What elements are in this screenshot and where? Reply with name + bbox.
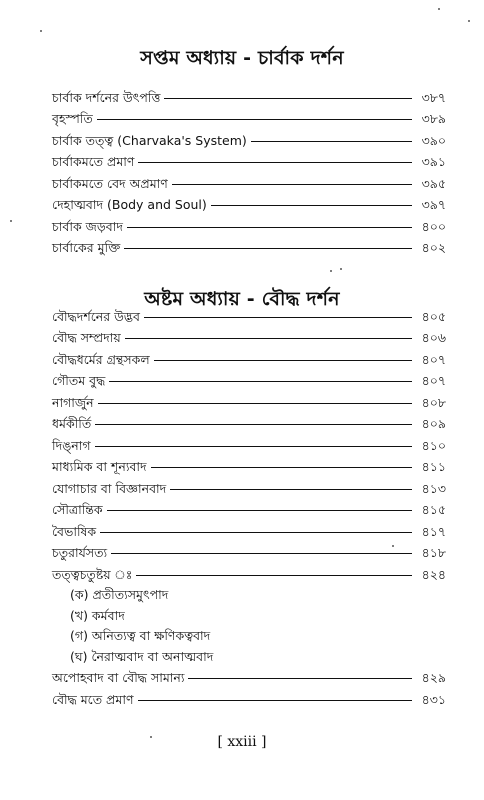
toc-entry[interactable]: [52, 388, 446, 410]
dot-leader: [109, 381, 412, 382]
toc-entry-page: ৪১৫: [421, 502, 446, 517]
toc-entry[interactable]: [52, 105, 446, 127]
chapter-8-toc: [52, 302, 446, 707]
dot-leader: [151, 467, 412, 468]
dot-leader: [95, 446, 412, 447]
dot-leader: [164, 98, 412, 99]
dot-leader: [95, 424, 412, 425]
toc-entry-title: চার্বাক তত্ত্ব (Charvaka's System): [52, 132, 247, 148]
toc-entry[interactable]: [52, 453, 446, 475]
toc-entry[interactable]: [52, 345, 446, 367]
dot-leader: [138, 162, 412, 163]
dot-leader: [111, 553, 412, 554]
toc-entry[interactable]: [52, 126, 446, 148]
toc-entry-title: বৌদ্ধ মতে প্রমাণ: [52, 691, 134, 707]
scan-speck: [392, 545, 394, 547]
toc-entry-title: বৌদ্ধ সম্প্রদায়: [52, 330, 121, 345]
scan-speck: [10, 220, 12, 222]
toc-entry-page: ৪০৮: [421, 394, 446, 410]
toc-entry-page: ৪১৩: [421, 480, 446, 496]
toc-entry[interactable]: [52, 302, 446, 324]
toc-entry[interactable]: [52, 191, 446, 213]
toc-entry-page: ৪৩১: [421, 691, 446, 707]
scan-speck: [438, 8, 440, 10]
chapter-7-heading: সপ্তম অধ্যায় - চার্বাক দর্শন: [140, 47, 344, 69]
dot-leader: [127, 227, 412, 228]
toc-entry-page: ৪১৮: [421, 545, 446, 560]
toc-entry-title: বৌদ্ধধর্মের গ্রন্থসকল: [52, 351, 150, 367]
toc-entry-page: ৪০৬: [421, 330, 446, 345]
toc-entry-title: চতুরার্যসত্য: [52, 545, 108, 560]
dot-leader: [97, 119, 412, 120]
dot-leader: [98, 403, 412, 404]
toc-entry-title: দিঙ্‌নাগ: [52, 437, 91, 453]
chapter-8-heading: অষ্টম অধ্যায় - বৌদ্ধ দর্শন: [144, 288, 340, 310]
toc-entry-title: চার্বাকমতে প্রমাণ: [52, 154, 135, 169]
toc-entry[interactable]: [52, 539, 446, 561]
toc-entry-title: যোগাচার বা বিজ্ঞানবাদ: [52, 480, 167, 496]
toc-entry-page: ৪০৭: [421, 373, 446, 388]
toc-entry-page: ৪০৫: [421, 308, 446, 324]
toc-entry-page: ৪০০: [421, 218, 446, 234]
scan-speck: [340, 268, 342, 270]
dot-leader: [172, 184, 412, 185]
toc-entry-title: অপোহবাদ বা বৌদ্ধ সামান্য: [52, 670, 185, 685]
chapter-7-toc: [52, 83, 446, 255]
toc-entry[interactable]: [52, 431, 446, 453]
scan-speck: [150, 736, 152, 738]
toc-entry-page: ৩৮৭: [421, 89, 446, 105]
toc-entry-page: ৪১১: [421, 459, 446, 474]
dot-leader: [188, 678, 412, 679]
toc-subentry[interactable]: (গ) অনিত্যত্ব বা ক্ষণিকত্ববাদ: [70, 628, 211, 643]
toc-entry[interactable]: [52, 234, 446, 256]
toc-entry-page: ৩৮৯: [421, 111, 446, 126]
dot-leader: [154, 360, 412, 361]
page-number-footer: [ xxiii ]: [217, 734, 267, 750]
toc-entry-page: ৪০৭: [421, 351, 446, 367]
toc-subentry[interactable]: (ঘ) নৈরাত্মবাদ বা অনাত্মবাদ: [70, 648, 214, 664]
toc-entry-page: ৩৯০: [421, 132, 446, 148]
toc-entry-title: মাধ্যমিক বা শূন্যবাদ: [52, 459, 147, 474]
toc-entry-page: ৩৯৭: [421, 197, 446, 212]
toc-entry[interactable]: [52, 367, 446, 389]
toc-entry[interactable]: [52, 685, 446, 707]
toc-entry-title: নাগার্জুন: [52, 394, 94, 410]
dot-leader: [144, 317, 412, 318]
toc-entry-title: দেহাত্মবাদ (Body and Soul): [52, 197, 207, 212]
toc-entry-title: চার্বাকের মুক্তি: [52, 240, 121, 255]
toc-entry-page: ৪১৭: [421, 523, 446, 539]
toc-entry-title: বৃহস্পতি: [52, 111, 93, 126]
toc-entry[interactable]: [52, 212, 446, 234]
toc-entry-title: তত্ত্বচতুষ্টয় ঃ: [52, 566, 133, 582]
toc-entry-page: ৩৯১: [421, 154, 446, 169]
dot-leader: [170, 489, 412, 490]
toc-subentry[interactable]: (খ) কর্মবাদ: [70, 607, 125, 623]
dot-leader: [100, 532, 412, 533]
dot-leader: [138, 700, 412, 701]
toc-entry-page: ৪১০: [421, 437, 446, 453]
toc-entry-title: চার্বাকমতে বেদ অপ্রমাণ: [52, 175, 168, 191]
dot-leader: [107, 510, 412, 511]
toc-entry[interactable]: [52, 474, 446, 496]
toc-entry[interactable]: [52, 83, 446, 105]
toc-entry-title: চার্বাক দর্শনের উৎপত্তি: [52, 89, 161, 105]
scan-speck: [468, 20, 470, 22]
toc-entry-page: ৪০৯: [421, 416, 446, 431]
toc-entry-page: ৪২৪: [421, 566, 446, 582]
toc-entry-title: বৌদ্ধদর্শনের উদ্ভব: [52, 308, 140, 324]
dot-leader: [251, 141, 412, 142]
toc-subentry[interactable]: (ক) প্রতীত্যসমুৎপাদ: [70, 587, 169, 602]
dot-leader: [124, 248, 412, 249]
toc-entry[interactable]: [52, 410, 446, 432]
dot-leader: [125, 338, 412, 339]
toc-entry[interactable]: [52, 664, 446, 686]
toc-entry-page: ৪২৯: [421, 670, 446, 685]
toc-entry-page: ৩৯৫: [421, 175, 446, 191]
toc-entry-page: ৪০২: [421, 240, 446, 255]
toc-entry[interactable]: [52, 517, 446, 539]
scan-speck: [40, 30, 42, 32]
toc-entry-title: গৌতম বুদ্ধ: [52, 373, 106, 388]
scan-speck: [330, 270, 332, 272]
toc-entry-title: ধর্মকীর্তি: [52, 416, 92, 431]
toc-entry-title: চার্বাক জড়বাদ: [52, 218, 123, 234]
toc-entry[interactable]: [52, 324, 446, 346]
toc-entry[interactable]: [52, 169, 446, 191]
toc-entry-title: সৌত্রান্তিক: [52, 502, 103, 517]
dot-leader: [211, 205, 412, 206]
toc-entry[interactable]: [52, 496, 446, 518]
toc-entry[interactable]: [52, 560, 446, 582]
toc-entry-title: বৈভাষিক: [52, 523, 97, 539]
toc-entry[interactable]: [52, 148, 446, 170]
dot-leader: [136, 575, 412, 576]
